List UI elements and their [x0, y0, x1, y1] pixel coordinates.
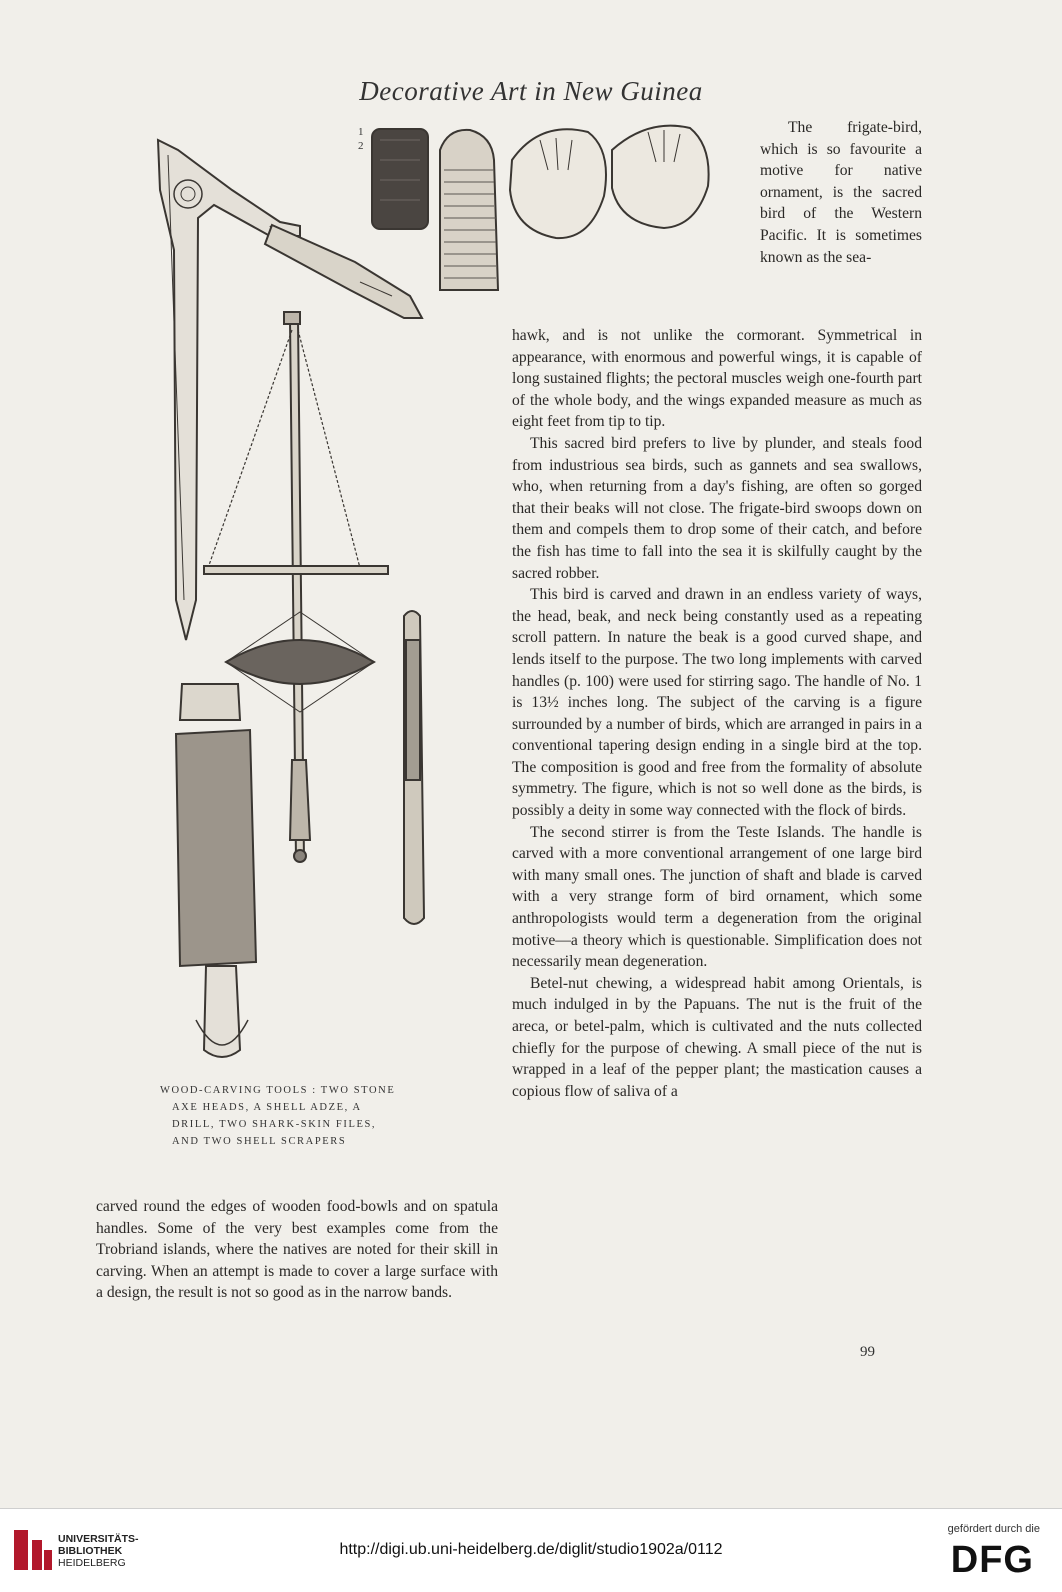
funding-note: gefördert durch die [947, 1523, 1040, 1535]
library-name-line: HEIDELBERG [58, 1557, 126, 1569]
paragraph-teste-islands: The second stirrer is from the Teste Islands. The handle is carved with a more conventional arrangement of one large bird with many small ones. The junction of shaft and blade is carved with a very strange form of bird ornament, which some anthropologists would term a degeneration from the original motive—a theory which is questionable. Simplification does not necessarily mean degeneration. [512, 823, 922, 971]
intro-narrow-text [760, 117, 922, 268]
paragraph-betel-nut: Betel-nut chewing, a widespread habit among Orientals, is much indulged in by the Papuans. The nut is the fruit of the areca, or betel-palm, which is cultivated and the nuts collected chiefly for the purpose of chewing. A small piece of the nut is wrapped in a leaf of the pepper plant; the mastication causes a copious flow of saliva of a [512, 974, 922, 1100]
paragraph-left: carved round the edges of wooden food-bowls and on spatula handles. Some of the very best examples come from the Trobriand islands, where the natives are noted for their skill in carving. When an attempt is made to cover a large surface with a design, the result is not so good as in the narrow bands. [96, 1198, 498, 1302]
left-column [96, 1196, 498, 1304]
shell-scraper-2-drawing [612, 126, 709, 228]
figure-label-2: 2 [358, 140, 364, 152]
paragraph-continued: hawk, and is not unlike the cormorant. Symmetrical in appearance, with enormous and powerful wings, it is capable of long sustained flights; the pectoral muscles weigh one-fourth part of the whole body, and the wings expanded measure as much as eight feet from tip to tip. [512, 327, 922, 431]
permalink-url[interactable]: http://digi.ub.uni-heidelberg.de/diglit/studio1902a/0112 [339, 1541, 723, 1558]
running-head: Decorative Art in New Guinea [359, 76, 703, 106]
footer-bar [0, 1508, 1062, 1592]
library-name-line: BIBLIOTHEK [58, 1545, 123, 1557]
shell-scraper-1-drawing [510, 129, 606, 238]
library-name-line: UNIVERSITÄTS- [58, 1533, 139, 1545]
right-column [512, 325, 922, 1102]
figure-caption [160, 1082, 440, 1150]
dfg-logo: DFG [950, 1539, 1034, 1581]
paragraph-carved-bird: This bird is carved and drawn in an endless variety of ways, the head, beak, and neck being constantly used as a repeating scroll pattern. In nature the beak is a good curved shape, and lends itself to the purpose. The two long implements with carved handles (p. 100) were used for stirring sago. The handle of No. 1 is 13½ inches long. The subject of the carving is a figure surrounded by a number of birds, which are arranged in pairs in a conventional tapering design ending in a single bird at the top. The composition is good and free from the formality of absolute symmetry. The figure, which is not so well done as the birds, is possibly a deity in some way connected with the flock of birds. [512, 586, 922, 820]
figure-label-1: 1 [358, 126, 364, 138]
page-number: 99 [860, 1344, 875, 1360]
caption-line: AXE HEADS, A SHELL ADZE, A [172, 1102, 362, 1113]
caption-line: AND TWO SHELL SCRAPERS [172, 1136, 347, 1147]
caption-line: DRILL, TWO SHARK-SKIN FILES, [172, 1119, 377, 1130]
intro-narrow-paragraph: The frigate-bird, which is so favourite a motive for native ornament, is the sacred bird of the Western Pacific. It is sometimes known as the sea- [760, 119, 922, 266]
shark-skin-file-2-drawing [176, 684, 256, 1057]
paragraph-plunder: This sacred bird prefers to live by plunder, and steals food from industrious sea birds, such as gannets and sea swallows, who, when returning from a day's fishing, are often so gorged that their beaks will not close. The frigate-bird swoops down on them and compels them to drop some of their catch, and before the fish has time to fall into the sea it is skilfully caught by the sacred robber. [512, 434, 922, 582]
stone-axe-head-1-drawing [372, 129, 428, 229]
shark-skin-file-1-drawing [404, 611, 424, 924]
caption-line: WOOD-CARVING TOOLS : TWO STONE [160, 1085, 396, 1096]
